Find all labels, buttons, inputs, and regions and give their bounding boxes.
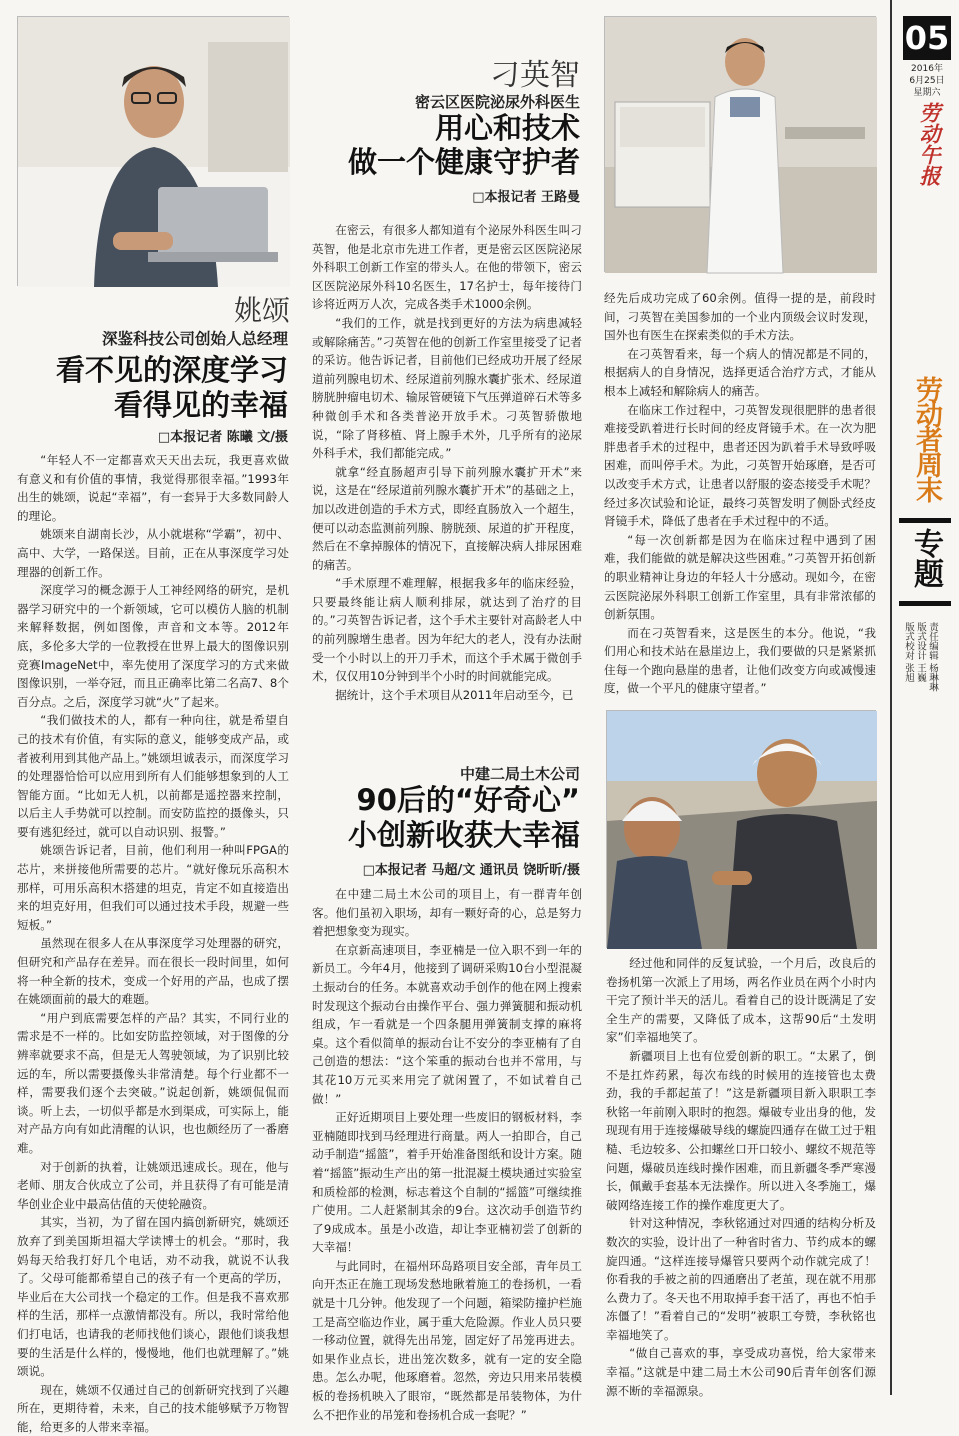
headline-diao-2: 做一个健康守护者 (347, 145, 580, 179)
article-body-cscec-col1: 在中建二局土木公司的项目上，有一群青年创客。他们虽初入职场，却有一颗好奇的心，总是努力着把想象变为现实。 在京新高速项目，李亚楠是一位入职不到一年的新员工。今年4月，他接到了调研采购10台小型混凝土振动台的任务。本就喜欢动手创作的他在网上搜索时发现这个振动台由操作平台、强力弹簧腿和振动机组成，乍一看就是一个四条腿用弹簧制支撑的麻将桌。这个看似简单的振动台让不安分的李亚楠有了自己创造的想法：“这个笨重的振动台也并不常用，与其花10万元买来用完了就闲置了，不如试着自己做！” 正好近期项目上要处理一些废旧的钢板材料，李亚楠随即找到马经理进行商量。两人一拍即合，自己动手制造“摇篮”，着手开始准备图纸和设计方案。随着“摇篮”振动生产出的第一批混凝土模块通过实验室和质检部的检测，标志着这个自制的“摇篮”可继续推广使用。二人赶紧制其余的9台。这次动手创造节约了9成成本。虽是小改造，却让李亚楠初尝了创新的大幸福！ 与此同时，在福州环岛路项目安全部，青年员工向开杰正在施工现场发愁地瞅着施工的卷扬机，一看就是十几分钟。他发现了一个问题，箱梁防撞护栏施工是高空临边作业，属于重大危险源。作业人员只要一移动位置，就得先出吊笼，固定好了吊笼再进去。如果作业点长，进出笼次数多，就有一定的安全隐患。怎么办呢，他琢磨着。忽然，旁边只用来吊装模板的卷扬机映入了眼帘，“既然都是吊装物体，为什么不把作业的吊笼和卷扬机合成一套呢？” (312, 887, 582, 1422)
name-diao: 刁英智 (490, 58, 580, 93)
subtitle-cscec: 中建二局土木公司 (459, 765, 580, 783)
photo-construction-workers (606, 710, 876, 948)
photo-yao-song (17, 16, 289, 286)
headline-diao-1: 用心和技术 (434, 111, 580, 145)
headline-yao-1: 看不见的深度学习 (55, 353, 288, 387)
headline-yao-2: 看得见的幸福 (113, 388, 288, 422)
rail-divider (890, 0, 892, 1395)
section-title: 劳动者周末 (911, 376, 942, 501)
article-body-cscec-col2: 经过他和同伴的反复试验，一个月后，改良后的卷扬机第一次派上了用场，两名作业员在两个小时内干完了预计半天的活儿。看着自己的设计既满足了安全生产的需要，又降低了成本，这帮90后“土发明家”们幸福地笑了。 新疆项目上也有位爱创新的职工。“太累了，倒不是扛炸药累，每次布线的时候用的连接管也太费劲，我的手都起茧了！”这是新疆项目新入职职工李秋铭一年前刚入职时的抱怨。爆破专业出身的他，发现现有用于连接爆破导线的螺旋四通存在做工过于粗糙、毛边较多、公扣螺丝口开口较小、螺纹不规范等问题，爆破员连线时操作困难，而且新疆冬季严寒漫长，佩戴手套基本无法操作。所以进入冬季施工，爆破网络连接工作的操作难度更大了。 针对这种情况，李秋铭通过对四通的结构分析及数次的实验，设计出了一种省时省力、节约成本的螺旋四通。“这样连接导爆管只要两个动作就完成了！你看我的手被之前的四通磨出了老茧，现在就不用那么费力了。冬天也不用取掉手套干活了，再也不怕手冻僵了！”看着自己的“发明”被职工夸赞，李秋铭也幸福地笑了。 “做自己喜欢的事，享受成功喜悦，给大家带来幸福。”这就是中建二局土木公司90后青年创客们源源不断的幸福源泉。 (606, 956, 876, 1398)
article-body-diao-col2: 经先后成功完成了60余例。值得一提的是，前段时间，刁英智在美国参加的一个业内顶级会议时发现，国外也有医生在探索类似的手术方法。 在刁英智看来，每一个病人的情况都是不同的，根据病人的自身情况，选择更适合治疗方式，才能从根本上减轻和解除病人的痛苦。 在临床工作过程中，刁英智发现很肥胖的患者很难接受趴着进行长时间的经皮肾镜手术。在一次为肥胖患者手术的过程中，患者还因为趴着手术导致呼吸困难，而叫停手术。为此，刁英智开始琢磨，是否可以改变手术方式，让患者以舒服的姿态接受手术呢？经过多次试验和论证，最终刁英智发明了侧卧式经皮肾镜手术，降低了患者在手术过程中的不适。 “每一次创新都是因为在临床过程中遇到了困难，我们能做的就是解决这些困难。”刁英智开拓创新的职业精神让身边的年轻人十分感动。现如今，在密云医院泌尿外科职工创新工作室里，具有非常浓郁的创新氛围。 而在刁英智看来，这是医生的本分。他说，“我们用心和技术站在悬崖边上，我们要做的只是紧紧抓住每一个跑向悬崖的患者，让他们改变方向或减慢速度，做一个平凡的健康守望者。” (604, 291, 876, 696)
photo-diao-yingzhi (604, 16, 876, 272)
paper-logo: 劳动午报 (917, 102, 942, 186)
editor-credits: 责任编辑 杨琳琳 版式设计 王巍 版式校对 张旭 (903, 622, 938, 692)
headline-cscec-2: 小创新收获大幸福 (347, 818, 580, 852)
article-body-diao-col1: 在密云，有很多人都知道有个泌尿外科医生叫刁英智，他是北京市先进工作者，更是密云区医院泌尿外科职工创新工作室的带头人。在他的带领下，密云区医院泌尿外科10名医生，17名护士，每年接待门诊将近两万人次，完成各类手术1000余例。 “我们的工作，就是找到更好的方法为病患减轻或解除痛苦。”刁英智在他的创新工作室里接受了记者的采访。他告诉记者，目前他们已经成功开展了经尿道前列腺电切术、经尿道前列腺水囊扩张术、经尿道膀胱肿瘤电切术、输尿管硬镜下气压弹道碎石术等多种微创手术和各类普泌开放手术。刁英智骄傲地说，“除了肾移植、肾上腺手术外，几乎所有的泌尿外科手术，我们都能完成。” 就拿“经直肠超声引导下前列腺水囊扩开术”来说，这是在“经尿道前列腺水囊扩开术”的基础之上，加以改进创造的手术方式，即经直肠放入一个超生，便可以动态监测前列腺、膀胱颈、尿道的扩开程度，然后在不拿掉腺体的情况下，直接解决病人排尿困难的痛苦。 “手术原理不难理解，根据我多年的临床经验，只要最终能让病人顺利排尿，就达到了治疗的目的。”刁英智告诉记者，这个手术主要针对高龄老人中的前列腺增生患者。因为年纪大的老人，没有办法耐受一个小时以上的开刀手术，而这个手术属于微创手术，仅仅用10分钟到半个小时的时间就能完成。 据统计，这个手术项目从2011年启动至今，已 (312, 223, 582, 702)
subtitle-diao: 密云区医院泌尿外科医生 (414, 93, 580, 111)
byline-diao: □本报记者 王路曼 (472, 190, 580, 205)
page-number-box: 05 (903, 16, 951, 60)
issue-date: 2016年 6月25日 星期六 (909, 64, 945, 98)
name-yao: 姚颂 (233, 294, 290, 327)
byline-cscec: □本报记者 马超/文 通讯员 饶昕昕/摄 (362, 863, 580, 878)
subtitle-yao: 深鉴科技公司创始人总经理 (101, 330, 288, 348)
article-body-yao: “年轻人不一定都喜欢天天出去玩，我更喜欢做有意义和有价值的事情，我觉得那很幸福。”1993年出生的姚颂，说起“幸福”，有一套异于大多数同龄人的理论。 姚颂来自湖南长沙，从小就堪称“学霸”，初中、高中、大学，一路保送。目前，正在从事深度学习处理器的创新工作。 深度学习的概念源于人工神经网络的研究，是机器学习研究中的一个新领域，它可以模仿人脑的机制来解释数据，例如图像，声音和文本等。2012年底，多伦多大学的一位教授在世界上最大的图像识别竞赛ImageNet中，率先使用了深度学习的方式来做图像识别，一举夺冠，而且正确率比第二名高7、8个百分点。之后，深度学习就“火”了起来。 “我们做技术的人，都有一种向往，就是希望自己的技术有价值，有实际的意义，能够变成产品，或者被利用到其他产品上。”姚颂坦诚表示，而深度学习的处理器恰恰可以应用到所有人们能够想象到的人工智能方面。“比如无人机，以前都是遥控器来控制，以后主人手势就可以控制。而安防监控的摄像头，只要有逃犯经过，就可以自动识别、报警。” 姚颂告诉记者，目前，他们利用一种叫FPGA的芯片，来拼接他所需要的芯片。“就好像玩乐高积木那样，可用乐高积木搭建的坦克，肯定不如直接造出来的坦克好用，但我们可以通过技术手段，规避一些短板。” 虽然现在很多人在从事深度学习处理器的研究，但研究和产品存在差异。而在很长一段时间里，如何将一种全新的技术，变成一个好用的产品，也成了摆在姚颂面前的最大的难题。 “用户到底需要怎样的产品？其实，不同行业的需求是不一样的。比如安防监控领域，对于图像的分辨率就要求不高，但是无人驾驶领域，为了识别比较远的车，所以需要摄像头非常清楚。每个行业都不一样，需要我们逐个去突破。”说起创新，姚颂侃侃而谈。听上去，一切似乎都是水到渠成，可实际上，能对产品方向有如此清醒的认识，也也颇经历了一番磨难。 对于创新的执着，让姚颂迅速成长。现在，他与老师、朋友合伙成立了公司，并且获得了有可能是清华创业企业中最高估值的天使轮融资。 其实，当初，为了留在国内搞创新研究，姚颂还放弃了到美国斯坦福大学读博士的机会。“那时，我妈每天给我打好几个电话，劝不动我，就说不认我了。父母可能都希望自己的孩子有一个更高的学历，毕业后在大公司找一个稳定的工作。但是我不喜欢那样的生活，那样一点激情都没有。所以，我时常给他们打电话，也请我的老师找他们谈心，跟他们谈我想要的生活是什么样的，慢慢地，他们也就理解了。”姚颂说。 现在，姚颂不仅通过自己的创新研究找到了兴趣所在，更期待着，未来，自己的技术能够赋予万物智能，给更多的人带来幸福。 (17, 453, 289, 1434)
topic-title: 专题 (908, 528, 943, 588)
headline-cscec-1: 90后的“好奇心” (356, 783, 580, 817)
byline-yao: □本报记者 陈曦 文/摄 (157, 430, 288, 445)
